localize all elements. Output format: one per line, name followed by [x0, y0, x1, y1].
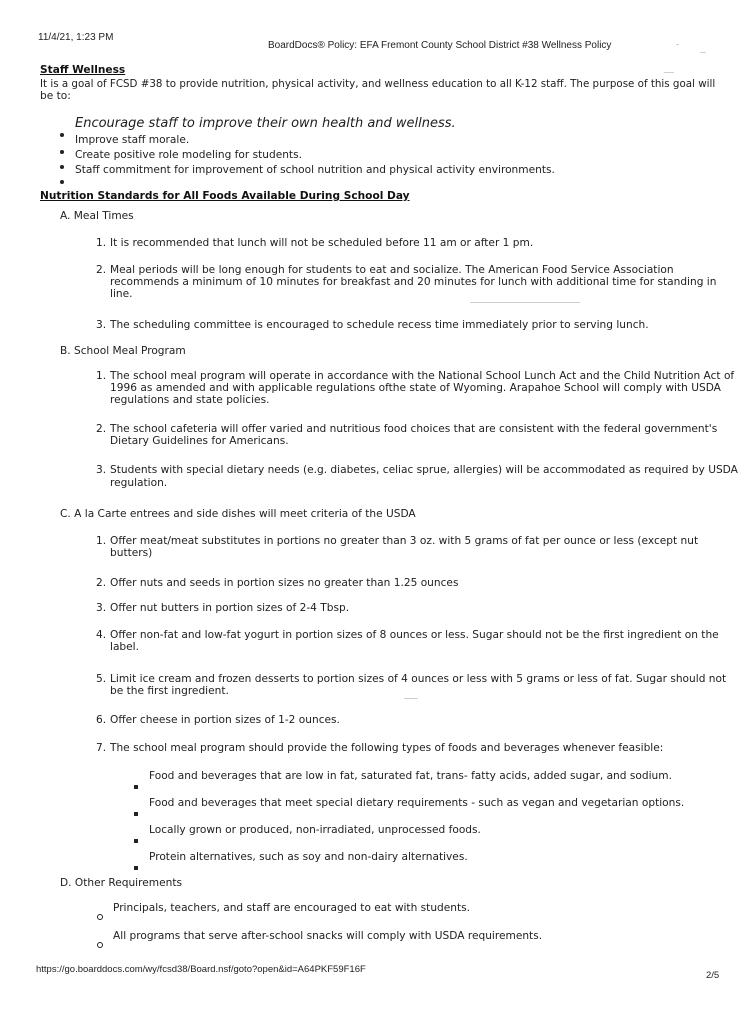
list-item: recommends a minimum of 10 minutes for breakfast and 20 minutes for lunch with additional time for standing in — [110, 276, 717, 288]
section-b-label: B. School Meal Program — [60, 345, 186, 357]
staff-wellness-intro-line1: It is a goal of FCSD #38 to provide nutrition, physical activity, and wellness education to all K-12 staff. The purpose of this goal will — [40, 78, 716, 90]
list-item: The school cafeteria will offer varied and nutritious food choices that are consistent with the federal government's — [110, 423, 718, 435]
list-number: 1. — [96, 535, 107, 547]
other-requirement-item: Principals, teachers, and staff are encouraged to eat with students. — [113, 902, 471, 914]
page-header-title: BoardDocs® Policy: EFA Fremont County School District #38 Wellness Policy — [268, 40, 612, 51]
staff-wellness-intro-line2: be to: — [40, 90, 71, 102]
scan-speck — [664, 72, 674, 73]
circle-bullet-icon — [97, 933, 103, 952]
list-number: 3. — [96, 602, 107, 614]
square-bullet-icon — [134, 855, 138, 874]
list-number: 7. — [96, 742, 107, 754]
list-item: label. — [110, 641, 139, 653]
sub-bullet-item: Food and beverages that meet special dietary requirements - such as vegan and vegetarian options. — [149, 797, 685, 809]
staff-bullet: Improve staff morale. — [75, 134, 190, 146]
scan-speck — [470, 302, 580, 303]
list-number: 5. — [96, 673, 107, 685]
list-number: 1. — [96, 237, 107, 249]
bullet-icon — [60, 169, 64, 188]
list-number: 4. — [96, 629, 107, 641]
list-number: 2. — [96, 577, 107, 589]
section-a-label: A. Meal Times — [60, 210, 134, 222]
scan-speck — [700, 52, 706, 53]
staff-wellness-heading: Staff Wellness — [40, 64, 126, 76]
list-item: Offer meat/meat substitutes in portions no greater than 3 oz. with 5 grams of fat per ounce or less (except nut — [110, 535, 699, 547]
list-item: be the first ingredient. — [110, 685, 229, 697]
footer-url: https://go.boarddocs.com/wy/fcsd38/Board.nsf/goto?open&id=A64PKF59F16F — [36, 964, 366, 975]
list-number: 2. — [96, 423, 107, 435]
list-item: line. — [110, 288, 133, 300]
staff-bullet: Create positive role modeling for students. — [75, 149, 302, 161]
list-item: The school meal program will operate in accordance with the National School Lunch Act and the Child Nutrition Act of — [110, 370, 735, 382]
square-bullet-icon — [134, 801, 138, 820]
list-number: 3. — [96, 464, 107, 476]
list-number: 3. — [96, 319, 107, 331]
list-item: Offer cheese in portion sizes of 1-2 ounces. — [110, 714, 340, 726]
list-item: The scheduling committee is encouraged to schedule recess time immediately prior to serving lunch. — [110, 319, 649, 331]
list-item: Students with special dietary needs (e.g. diabetes, celiac sprue, allergies) will be accommodated as required by USDA — [110, 464, 738, 476]
list-number: 1. — [96, 370, 107, 382]
list-item: Meal periods will be long enough for students to eat and socialize. The American Food Service Association — [110, 264, 674, 276]
list-item: 1996 as amended and with applicable regulations ofthe state of Wyoming. Arapahoe School will comply with USDA — [110, 382, 721, 394]
scan-speck — [676, 44, 679, 45]
sub-bullet-item: Food and beverages that are low in fat, saturated fat, trans- fatty acids, added sugar, and sodium. — [149, 770, 672, 782]
circle-bullet-icon — [97, 905, 103, 924]
page-number: 2/5 — [706, 970, 720, 981]
print-timestamp: 11/4/21, 1:23 PM — [38, 32, 114, 43]
square-bullet-icon — [134, 774, 138, 793]
square-bullet-icon — [134, 828, 138, 847]
sub-bullet-item: Locally grown or produced, non-irradiated, unprocessed foods. — [149, 824, 481, 836]
list-item: Offer non-fat and low-fat yogurt in portion sizes of 8 ounces or less. Sugar should not be the first ingredient on the — [110, 629, 719, 641]
list-item: It is recommended that lunch will not be scheduled before 11 am or after 1 pm. — [110, 237, 534, 249]
other-requirement-item: All programs that serve after-school snacks will comply with USDA requirements. — [113, 930, 543, 942]
section-c-label: C. A la Carte entrees and side dishes will meet criteria of the USDA — [60, 508, 416, 520]
list-number: 2. — [96, 264, 107, 276]
list-item: Offer nut butters in portion sizes of 2-4 Tbsp. — [110, 602, 350, 614]
scan-speck — [404, 698, 418, 699]
staff-bullet: Encourage staff to improve their own health and wellness. — [75, 116, 456, 131]
list-item: regulation. — [110, 477, 168, 489]
list-item: regulations and state policies. — [110, 394, 270, 406]
sub-bullet-item: Protein alternatives, such as soy and non-dairy alternatives. — [149, 851, 468, 863]
list-item: Limit ice cream and frozen desserts to portion sizes of 4 ounces or less with 5 grams or less of fat. Sugar should not — [110, 673, 727, 685]
list-item: The school meal program should provide the following types of foods and beverages whenever feasible: — [110, 742, 664, 754]
staff-bullet: Staff commitment for improvement of school nutrition and physical activity environments. — [75, 164, 555, 176]
section-d-label: D. Other Requirements — [60, 877, 182, 889]
list-item: Dietary Guidelines for Americans. — [110, 435, 289, 447]
list-item: butters) — [110, 547, 153, 559]
nutrition-standards-heading: Nutrition Standards for All Foods Available During School Day — [40, 190, 410, 202]
list-number: 6. — [96, 714, 107, 726]
list-item: Offer nuts and seeds in portion sizes no greater than 1.25 ounces — [110, 577, 459, 589]
